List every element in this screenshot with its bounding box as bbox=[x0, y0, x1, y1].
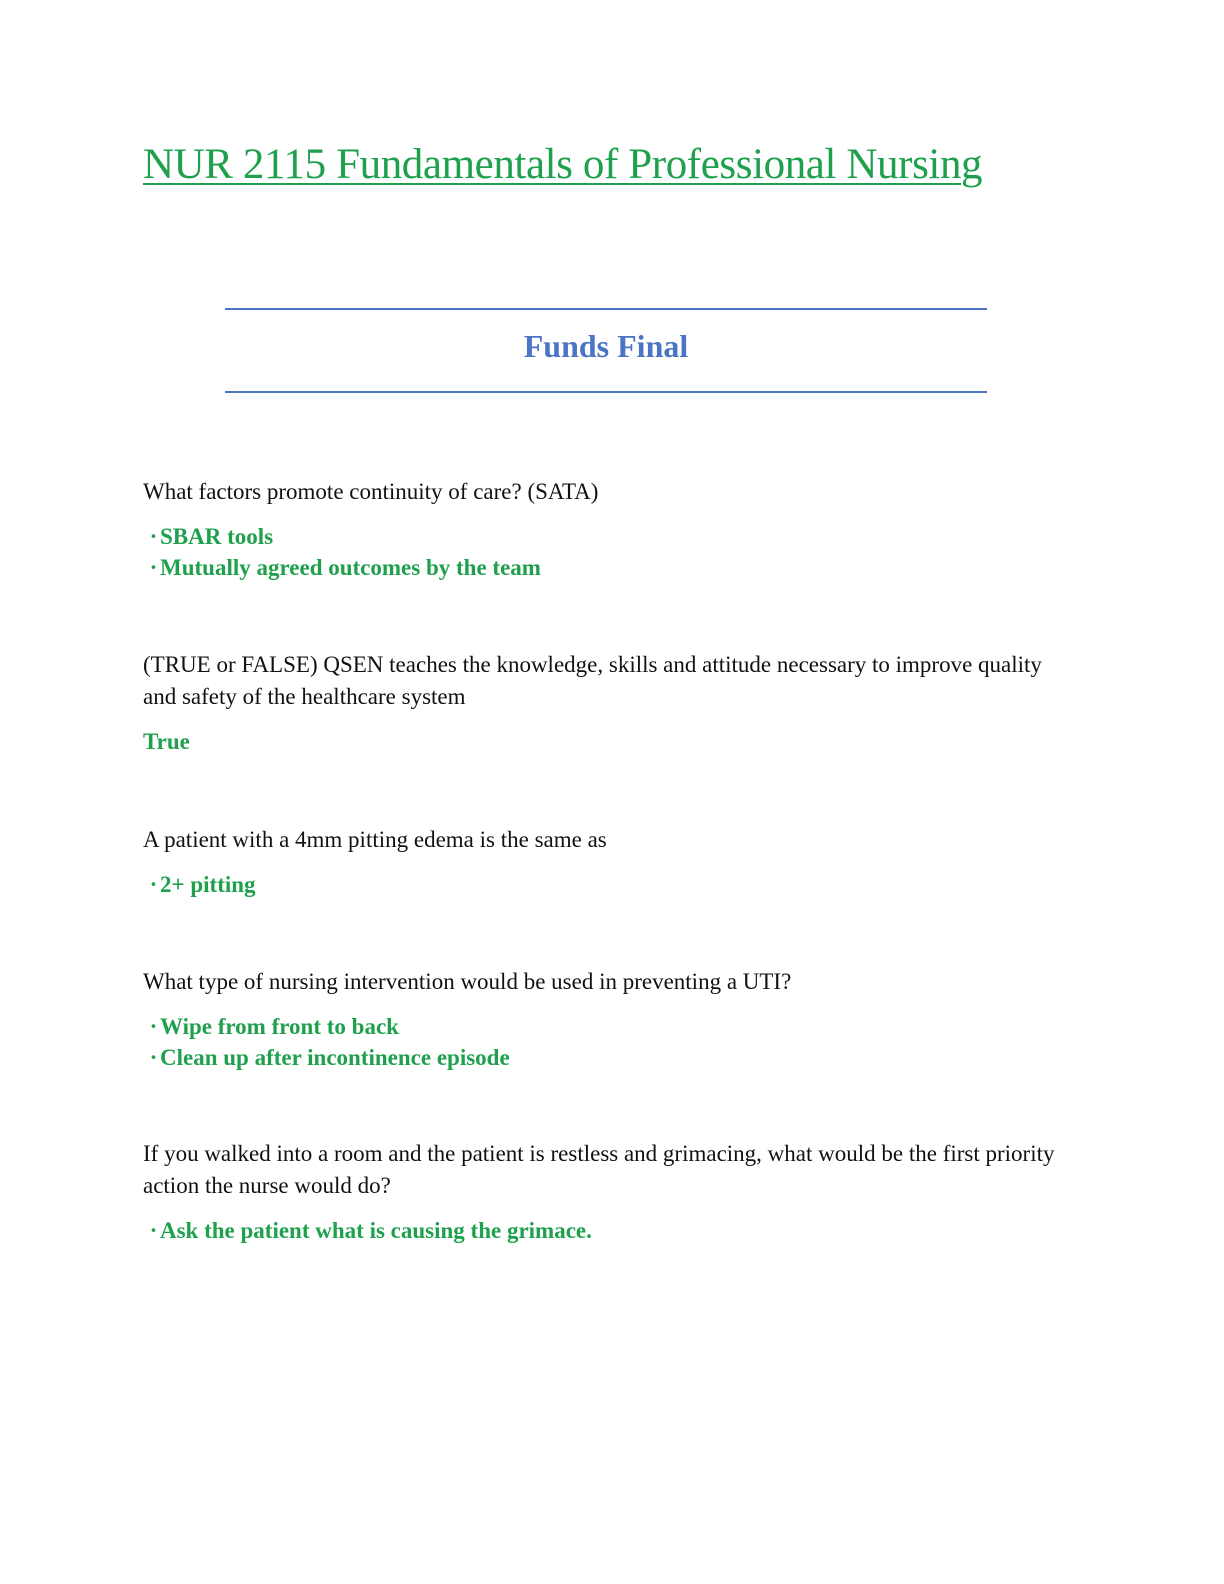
answer-item bbox=[143, 1011, 1073, 1042]
qa-block-1 bbox=[143, 476, 1073, 583]
question-text: A patient with a 4mm pitting edema is the same as bbox=[143, 827, 607, 852]
bullet-dot-icon: · bbox=[149, 555, 158, 580]
answer-text: Mutually agreed outcomes by the team bbox=[160, 555, 541, 580]
answer-list bbox=[143, 1215, 1073, 1246]
answer-text: True bbox=[143, 729, 190, 754]
question-text: (TRUE or FALSE) QSEN teaches the knowledge, skills and attitude necessary to improve quality and safety of the healthcare system bbox=[143, 652, 1042, 709]
document-subtitle: Funds Final bbox=[523, 328, 689, 364]
answer-list bbox=[143, 726, 1073, 757]
bullet-dot-icon: · bbox=[149, 872, 158, 897]
answer-text: 2+ pitting bbox=[160, 872, 256, 897]
answer-text: Wipe from front to back bbox=[160, 1014, 399, 1039]
answer-item bbox=[143, 552, 1073, 583]
subtitle-top-rule bbox=[225, 308, 987, 310]
bullet-dot-icon: · bbox=[149, 1218, 158, 1243]
qa-block-4 bbox=[143, 966, 1073, 1073]
subtitle-bottom-rule bbox=[225, 391, 987, 393]
answer-item bbox=[143, 1215, 1073, 1246]
qa-block-5 bbox=[143, 1138, 1073, 1246]
answer-item bbox=[143, 869, 1073, 900]
qa-block-3 bbox=[143, 824, 1073, 900]
question-text: What type of nursing intervention would be used in preventing a UTI? bbox=[143, 969, 792, 994]
question-text: If you walked into a room and the patient is restless and grimacing, what would be the first priority action the nurse would do? bbox=[143, 1141, 1055, 1198]
document-title: NUR 2115 Fundamentals of Professional Nursing bbox=[143, 141, 983, 188]
answer-list bbox=[143, 1011, 1073, 1073]
answer-item bbox=[143, 1042, 1073, 1073]
qa-block-2 bbox=[143, 649, 1073, 757]
bullet-dot-icon: · bbox=[149, 1045, 158, 1070]
answer-list bbox=[143, 521, 1073, 583]
answer-item bbox=[143, 521, 1073, 552]
question-text: What factors promote continuity of care? (SATA) bbox=[143, 479, 599, 504]
bullet-dot-icon: · bbox=[149, 524, 158, 549]
answer-text: SBAR tools bbox=[160, 524, 274, 549]
answer-text: Ask the patient what is causing the grimace. bbox=[160, 1218, 592, 1243]
bullet-dot-icon: · bbox=[149, 1014, 158, 1039]
answer-item bbox=[143, 726, 1073, 757]
answer-text: Clean up after incontinence episode bbox=[160, 1045, 510, 1070]
answer-list bbox=[143, 869, 1073, 900]
